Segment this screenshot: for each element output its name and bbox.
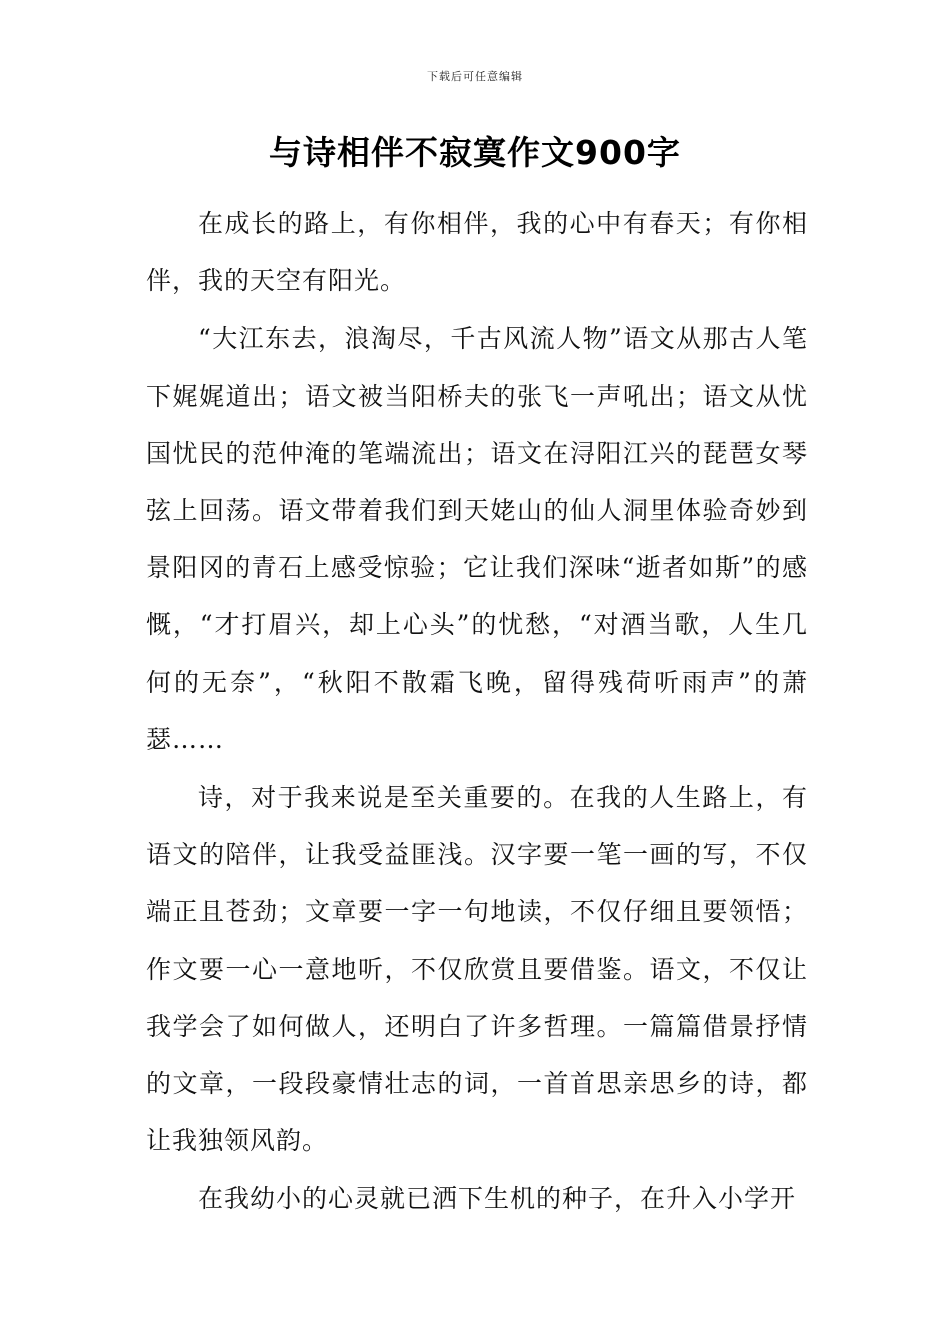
paragraph-2: “大江东去，浪淘尽，千古风流人物”语文从那古人笔下娓娓道出；语文被当阳桥夫的张飞一声吼出；语文从忧国忧民的范仲淹的笔端流出；语文在浔阳江兴的琵琶女琴弦上回荡。语文带着我们到天姥山的仙人洞里体验奇妙到景阳冈的青石上感受惊验；它让我们深味“逝者如斯”的感慨，“才打眉兴，却上心头”的忧愁，“对酒当歌，人生几何的无奈”，“秋阳不散霜飞晚，留得残荷听雨声”的萧瑟…… (146, 324, 808, 754)
paragraph-3: 诗，对于我来说是至关重要的。在我的人生路上，有语文的陪伴，让我受益匪浅。汉字要一笔一画的写，不仅端正且苍劲；文章要一字一句地读，不仅仔细且要领悟；作文要一心一意地听，不仅欣赏且要借鉴。语文，不仅让我学会了如何做人，还明白了许多哲理。一篇篇借景抒情的文章，一段段豪情壮志的词，一首首思亲思乡的诗，都让我独领风韵。 (146, 783, 808, 1156)
document-title: 与诗相伴不寂寞作文900字 (269, 133, 681, 172)
paragraph-1: 在成长的路上，有你相伴，我的心中有春天；有你相伴，我的天空有阳光。 (146, 209, 808, 296)
document-body (146, 195, 808, 1229)
paragraph-4: 在我幼小的心灵就已洒下生机的种子，在升入小学开 (198, 1184, 797, 1214)
header-note: 下载后可任意编辑 (427, 70, 523, 83)
